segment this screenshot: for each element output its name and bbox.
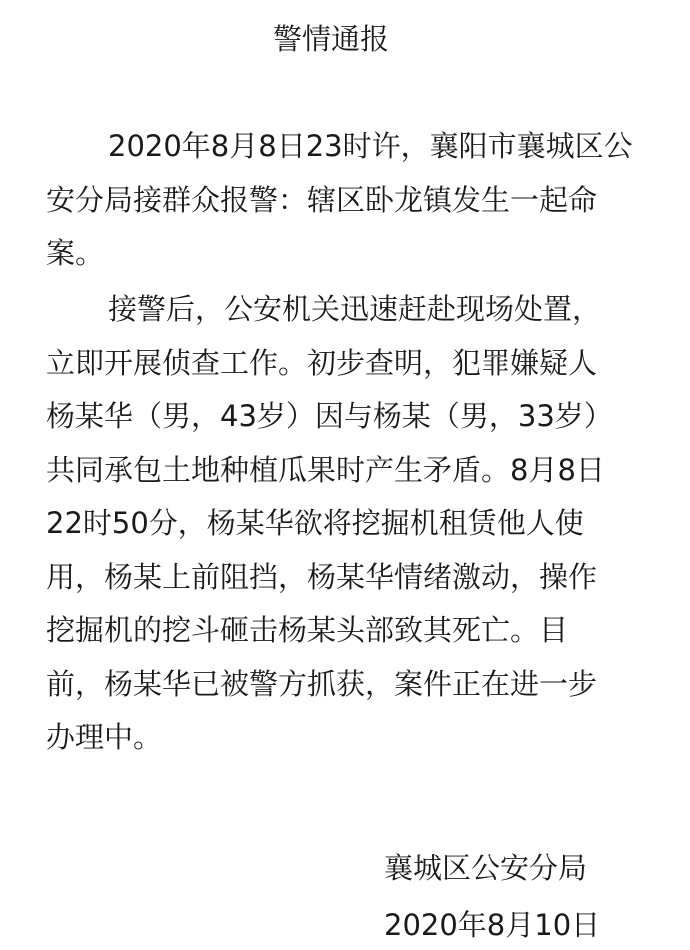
paragraph-2 xyxy=(46,283,646,765)
notice-title: 警情通报 xyxy=(272,22,389,56)
text-line: 立即开展侦查工作。初步查明，犯罪嫌疑人 xyxy=(46,345,598,380)
text-line: 22时50分，杨某华欲将挖掘机租赁他人使 xyxy=(46,506,584,540)
text-line: 用，杨某上前阻挡，杨某华情绪激动，操作 xyxy=(46,559,598,594)
text-line: 安分局接群众报警：辖区卧龙镇发生一起命 xyxy=(46,182,598,217)
text-line: 挖掘机的挖斗砸击杨某头部致其死亡。目 xyxy=(46,613,569,647)
text-line: 杨某华（男，43岁）因与杨某（男，33岁） xyxy=(46,399,613,433)
text-line: 办理中。 xyxy=(46,720,163,754)
signature-organization: 襄城区公安分局 xyxy=(384,851,588,885)
signature-date: 2020年8月10日 xyxy=(384,908,601,942)
paragraph-1 xyxy=(46,120,646,281)
text-line: 接警后，公安机关迅速赶赴现场处置， xyxy=(108,292,602,326)
text-line: 前，杨某华已被警方抓获，案件正在进一步 xyxy=(46,666,598,701)
text-line: 共同承包土地种植瓜果时产生矛盾。8月8日 xyxy=(46,452,605,487)
text-line: 2020年8月8日23时许，襄阳市襄城区公 xyxy=(108,129,633,163)
text-line: 案。 xyxy=(46,236,105,270)
